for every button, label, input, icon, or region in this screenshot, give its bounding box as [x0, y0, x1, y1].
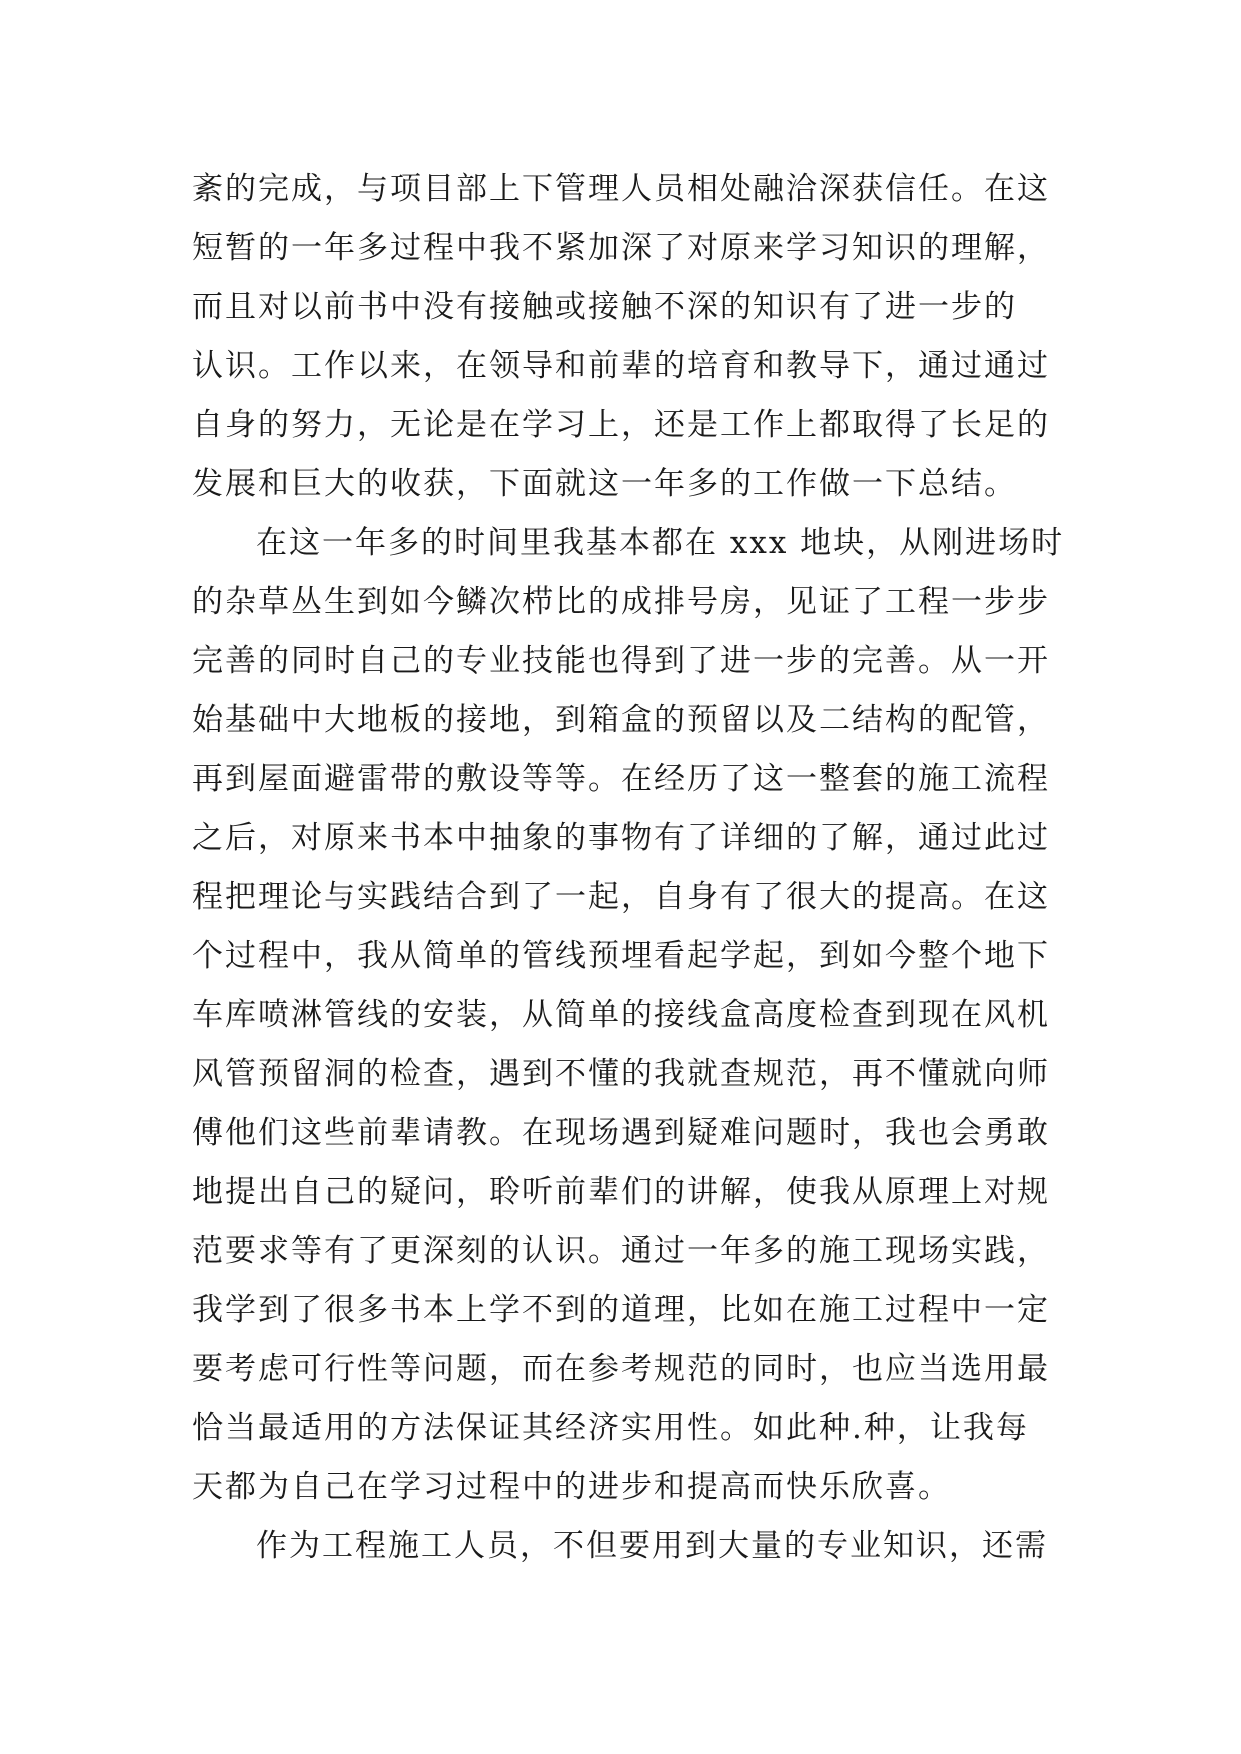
text-line: 始基础中大地板的接地，到箱盒的预留以及二结构的配管，: [192, 702, 1050, 738]
document-body: [192, 160, 1065, 1576]
text-line: 之后，对原来书本中抽象的事物有了详细的了解，通过此过: [192, 820, 1050, 856]
text-line: 风管预留洞的检查，遇到不懂的我就查规范，再不懂就向师: [192, 1056, 1050, 1092]
text-line: 紊的完成，与项目部上下管理人员相处融洽深获信任。在这: [192, 171, 1050, 207]
text-line: 作为工程施工人员，不但要用到大量的专业知识，还需: [256, 1528, 1048, 1564]
text-line: 认识。工作以来，在领导和前辈的培育和教导下，通过通过: [192, 348, 1050, 384]
text-line: 在这一年多的时间里我基本都在 xxx 地块，从刚进场时: [256, 525, 1065, 561]
text-line: 再到屋面避雷带的敷设等等。在经历了这一整套的施工流程: [192, 761, 1050, 797]
text-line: 程把理论与实践结合到了一起，自身有了很大的提高。在这: [192, 879, 1050, 915]
text-line: 自身的努力，无论是在学习上，还是工作上都取得了长足的: [192, 407, 1050, 443]
text-line: 短暂的一年多过程中我不紧加深了对原来学习知识的理解，: [192, 230, 1050, 266]
paragraph: [192, 1517, 1052, 1576]
text-line: 个过程中，我从简单的管线预埋看起学起，到如今整个地下: [192, 938, 1050, 974]
text-line: 天都为自己在学习过程中的进步和提高而快乐欣喜。: [192, 1469, 951, 1505]
text-line: 我学到了很多书本上学不到的道理，比如在施工过程中一定: [192, 1292, 1050, 1328]
text-line: 发展和巨大的收获，下面就这一年多的工作做一下总结。: [192, 466, 1017, 502]
text-line: 完善的同时自己的专业技能也得到了进一步的完善。从一开: [192, 643, 1050, 679]
text-line: 恰当最适用的方法保证其经济实用性。如此种.种，让我每: [192, 1410, 1029, 1446]
text-line: 地提出自己的疑问，聆听前辈们的讲解，使我从原理上对规: [192, 1174, 1050, 1210]
text-line: 范要求等有了更深刻的认识。通过一年多的施工现场实践，: [192, 1233, 1050, 1269]
text-line: 车库喷淋管线的安装，从简单的接线盒高度检查到现在风机: [192, 997, 1050, 1033]
paragraph: [192, 160, 1052, 514]
text-line: 的杂草丛生到如今鳞次栉比的成排号房，见证了工程一步步: [192, 584, 1050, 620]
text-line: 傅他们这些前辈请教。在现场遇到疑难问题时，我也会勇敢: [192, 1115, 1050, 1151]
paragraph: [192, 514, 1065, 1517]
text-line: 而且对以前书中没有接触或接触不深的知识有了进一步的: [192, 289, 1017, 325]
text-line: 要考虑可行性等问题，而在参考规范的同时，也应当选用最: [192, 1351, 1050, 1387]
